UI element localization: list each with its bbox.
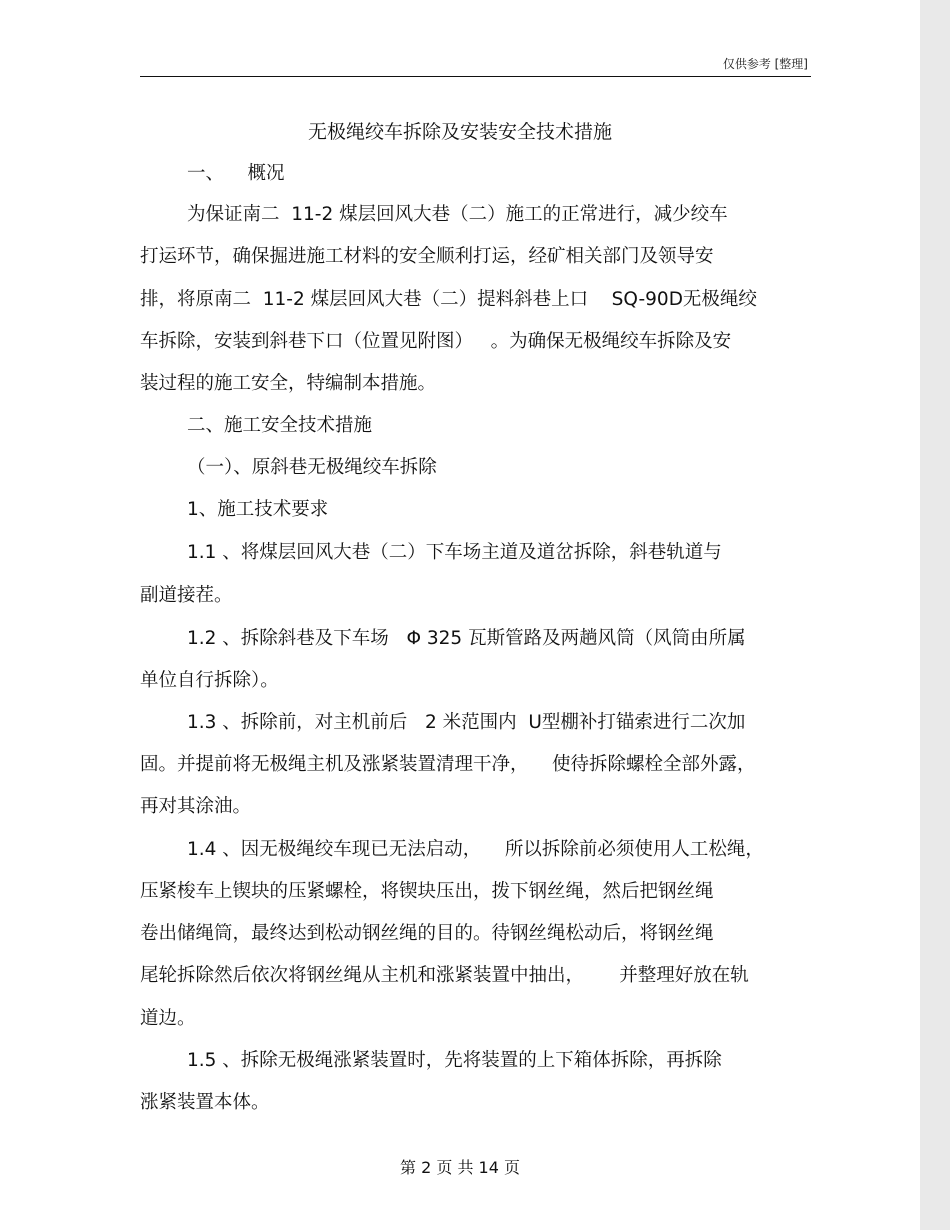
paragraph-line: 尾轮拆除然后依次将钢丝绳从主机和涨紧装置中抽出， 并整理好放在轨 — [140, 965, 749, 986]
document-title: 无极绳绞车拆除及安装安全技术措施 — [307, 121, 612, 143]
paragraph-line: 压紧梭车上锲块的压紧螺栓，将锲块压出，拨下钢丝绳，然后把钢丝绳 — [140, 881, 714, 902]
page-header: 仅供参考 [整理] — [722, 57, 808, 71]
paragraph-line: 卷出储绳筒，最终达到松动钢丝绳的目的。待钢丝绳松动后，将钢丝绳 — [140, 923, 714, 944]
paragraph-line: 道边。 — [140, 1008, 196, 1029]
paragraph-line: 1.5 、拆除无极绳涨紧装置时，先将装置的上下箱体拆除，再拆除 — [187, 1050, 722, 1071]
paragraph-line: 1.4 、因无极绳绞车现已无法启动， 所以拆除前必须使用人工松绳， — [187, 839, 764, 860]
subsection-heading: （一）、原斜巷无极绳绞车拆除 — [187, 457, 437, 478]
paragraph-line: 涨紧装置本体。 — [140, 1092, 270, 1113]
page-footer: 第 2 页 共 14 页 — [400, 1158, 520, 1177]
header-divider — [140, 76, 811, 77]
paragraph-line: 排，将原南二 11-2 煤层回风大巷（二）提料斜巷上口 SQ-90D无极绳绞 — [140, 289, 757, 310]
section-heading: 一、 概况 — [187, 163, 285, 184]
paragraph-line: 1.3 、拆除前，对主机前后 2 米范围内 U型棚补打锚索进行二次加 — [187, 712, 746, 733]
paragraph-line: 车拆除，安装到斜巷下口（位置见附图） 。为确保无极绳绞车拆除及安 — [140, 331, 732, 352]
paragraph-line: 单位自行拆除）。 — [140, 670, 279, 691]
section-heading: 二、施工安全技术措施 — [187, 415, 373, 436]
paragraph-line: 再对其涂油。 — [140, 796, 252, 817]
paragraph-line: 副道接茬。 — [140, 585, 233, 606]
paragraph-line: 为保证南二 11-2 煤层回风大巷（二）施工的正常进行，减少绞车 — [187, 204, 728, 225]
paragraph-line: 固。并提前将无极绳主机及涨紧装置清理干净， 使待拆除螺栓全部外露， — [140, 754, 756, 775]
paragraph-line: 1.2 、拆除斜巷及下车场 Φ 325 瓦斯管路及两趟风筒（风筒由所属 — [187, 628, 746, 649]
paragraph-line: 装过程的施工安全，特编制本措施。 — [140, 373, 437, 394]
paragraph-line: 打运环节，确保掘进施工材料的安全顺利打运，经矿相关部门及领导安 — [140, 246, 714, 267]
item-heading: 1、施工技术要求 — [187, 499, 329, 520]
paragraph-line: 1.1 、将煤层回风大巷（二）下车场主道及道岔拆除，斜巷轨道与 — [187, 542, 722, 563]
